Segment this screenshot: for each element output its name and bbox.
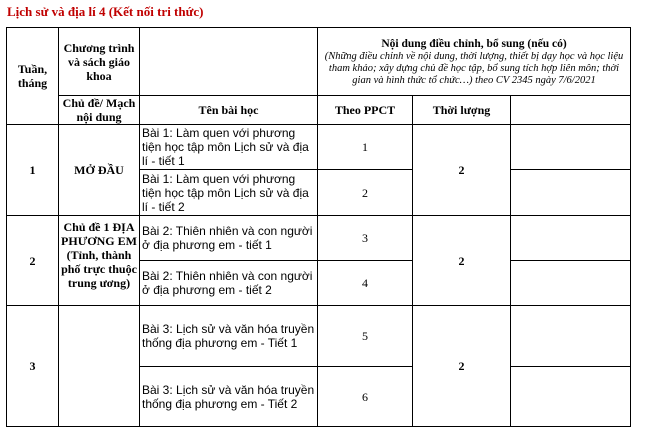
ppct-number: 2 <box>318 170 413 216</box>
ppct-number: 5 <box>318 306 413 367</box>
extra-cell <box>511 125 631 170</box>
adjust-header-title: Nội dung điều chỉnh, bổ sung (nếu có) <box>381 37 567 50</box>
table-row <box>7 125 631 170</box>
ppct-number: 6 <box>318 367 413 427</box>
adjust-header <box>318 28 631 96</box>
header-blank-cell <box>140 28 318 96</box>
topic-cell <box>59 306 140 427</box>
lesson-name: Bài 3: Lịch sử và văn hóa truyền thống địa phương em - Tiết 2 <box>140 367 318 427</box>
topic-cell: Chủ đề 1 ĐỊA PHƯƠNG EM (Tỉnh, thành phố trực thuộc trung ương) <box>59 216 140 306</box>
extra-cell <box>511 170 631 216</box>
lesson-name: Bài 1: Làm quen với phương tiện học tập môn Lịch sử và địa lí - tiết 1 <box>140 125 318 170</box>
week-number: 3 <box>7 306 59 427</box>
adjust-header-note: (Những điều chỉnh về nội dung, thời lượng, thiết bị dạy học và học liệu tham khảo; xây dựng chủ đề học tập, bổ sung tích hợp liên môn; thời gian và hình thức tổ chức…) theo CV 2345 ngày 7/6/2021 <box>324 50 624 86</box>
lesson-name: Bài 3: Lịch sử và văn hóa truyền thống địa phương em - Tiết 1 <box>140 306 318 367</box>
extra-cell <box>511 367 631 427</box>
lesson-name: Bài 2: Thiên nhiên và con người ở địa phương em - tiết 2 <box>140 261 318 306</box>
extra-cell <box>511 306 631 367</box>
topic-cell: MỞ ĐẦU <box>59 125 140 216</box>
document-title: Lịch sử và địa lí 4 (Kết nối tri thức) <box>7 4 204 19</box>
teaching-plan-table <box>6 27 631 427</box>
topic-header: Chủ đề/ Mạch nội dung <box>59 96 140 125</box>
ppct-number: 1 <box>318 125 413 170</box>
ppct-header: Theo PPCT <box>318 96 413 125</box>
week-number: 1 <box>7 125 59 216</box>
lesson-name: Bài 2: Thiên nhiên và con người ở địa phương em - tiết 1 <box>140 216 318 261</box>
lesson-header: Tên bài học <box>140 96 318 125</box>
extra-cell <box>511 261 631 306</box>
week-header: Tuần, tháng <box>7 28 59 125</box>
lesson-name: Bài 1: Làm quen với phương tiện học tập môn Lịch sử và địa lí - tiết 2 <box>140 170 318 216</box>
table-row <box>7 306 631 367</box>
week-number: 2 <box>7 216 59 306</box>
program-header: Chương trình và sách giáo khoa <box>59 28 140 96</box>
extra-cell <box>511 216 631 261</box>
duration-value: 2 <box>413 125 511 216</box>
subheader-row <box>7 96 631 125</box>
duration-value: 2 <box>413 306 511 427</box>
duration-header: Thời lượng <box>413 96 511 125</box>
ppct-number: 4 <box>318 261 413 306</box>
duration-value: 2 <box>413 216 511 306</box>
header-row <box>7 28 631 96</box>
table-row <box>7 216 631 261</box>
ppct-number: 3 <box>318 216 413 261</box>
extra-header-cell <box>511 96 631 125</box>
